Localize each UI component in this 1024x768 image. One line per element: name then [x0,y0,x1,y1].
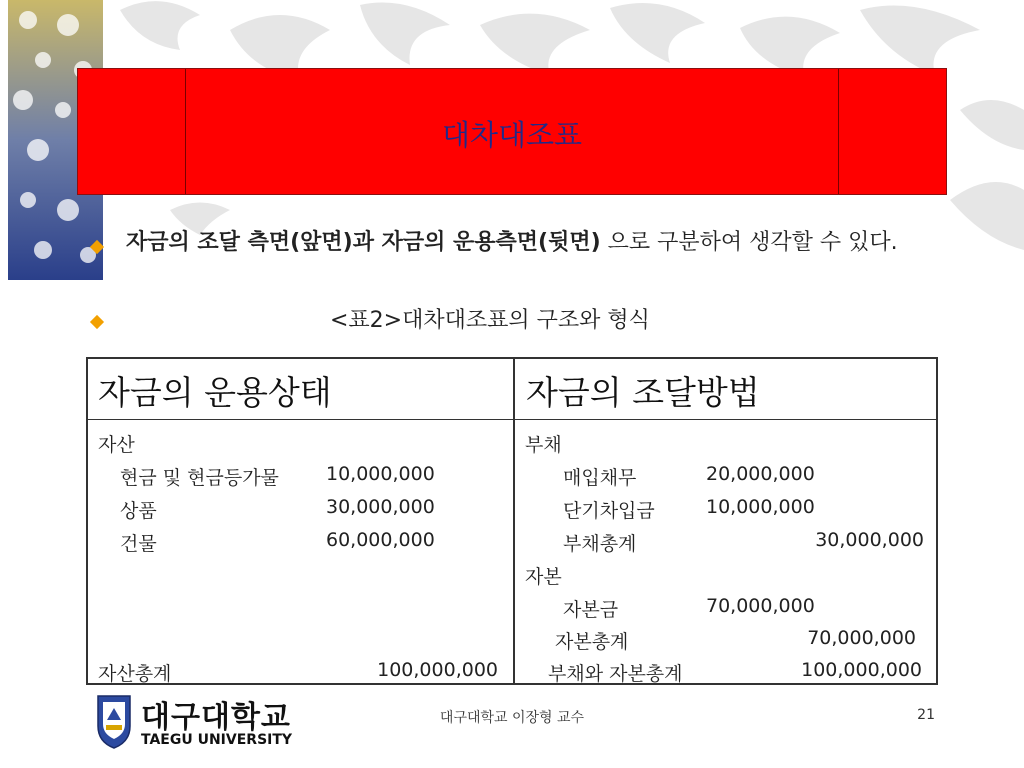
assets-total-value: 100,000,000 [377,659,498,681]
asset-value: 10,000,000 [326,463,435,485]
grand-total-value: 100,000,000 [801,659,922,681]
right-header: 자금의 조달방법 [526,373,760,412]
left-header: 자금의 운용상태 [98,373,332,412]
asset-label: 건물 [120,533,157,555]
logo-korean-name: 대구대학교 [141,700,291,735]
assets-total-label: 자산총계 [98,663,172,685]
liability-value: 20,000,000 [706,463,815,485]
balance-sheet-table [86,357,938,685]
liability-label: 매입채무 [563,467,637,489]
bullet-1-bold: 자금의 조달 측면(앞면)과 자금의 운용측면(뒷면) [126,230,601,255]
equity-total-value: 70,000,000 [807,627,916,649]
liability-label: 단기차입금 [563,500,655,522]
liabilities-section: 부채 [525,434,562,456]
footer-author: 대구대학교 이장형 교수 [439,710,585,726]
logo-english-name: TAEGU UNIVERSITY [141,732,293,748]
bullet-diamond-icon [90,315,104,329]
bullet-1 [126,228,941,258]
table-divider [513,359,515,683]
equity-total-label: 자본총계 [555,631,629,653]
asset-value: 60,000,000 [326,529,435,551]
bullet-2: <표2>대차대조표의 구조와 형식 [330,308,650,333]
equity-label: 자본금 [563,599,619,621]
liabilities-total-label: 부채총계 [563,533,637,555]
asset-value: 30,000,000 [326,496,435,518]
bullet-1-text: 으로 구분하여 생각할 수 있다. [600,230,898,255]
table-header-rule [88,419,936,420]
asset-label: 현금 및 현금등가물 [120,467,279,489]
grand-total-label: 부채와 자본총계 [548,663,683,685]
asset-label: 상품 [120,500,157,522]
slide-title: 대차대조표 [441,118,583,152]
assets-section: 자산 [98,434,135,456]
page-number: 21 [917,707,935,723]
equity-section: 자본 [525,566,562,588]
equity-value: 70,000,000 [706,595,815,617]
liabilities-total-value: 30,000,000 [815,529,924,551]
liability-value: 10,000,000 [706,496,815,518]
title-banner [77,68,947,195]
